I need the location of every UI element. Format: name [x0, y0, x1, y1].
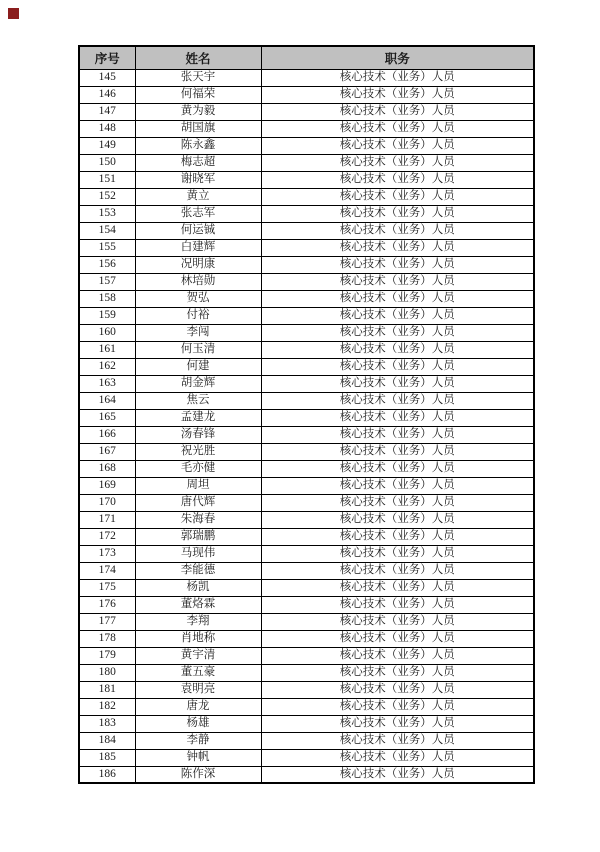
table-row — [79, 103, 534, 120]
row-name-cell: 李翔 — [135, 613, 261, 630]
row-no-cell: 152 — [79, 188, 135, 205]
row-no-cell: 156 — [79, 256, 135, 273]
row-no-cell: 150 — [79, 154, 135, 171]
row-name-cell: 唐代辉 — [135, 494, 261, 511]
row-title-cell: 核心技术（业务）人员 — [261, 324, 534, 341]
table-row — [79, 647, 534, 664]
row-no-cell: 155 — [79, 239, 135, 256]
table-row — [79, 341, 534, 358]
row-name-cell: 林培勋 — [135, 273, 261, 290]
table-row — [79, 426, 534, 443]
row-name-cell: 杨凯 — [135, 579, 261, 596]
row-no-cell: 186 — [79, 766, 135, 783]
table-row — [79, 358, 534, 375]
row-name-cell: 肖地称 — [135, 630, 261, 647]
row-name-cell: 孟建龙 — [135, 409, 261, 426]
table-row — [79, 409, 534, 426]
row-no-cell: 146 — [79, 86, 135, 103]
table-row — [79, 528, 534, 545]
row-name-cell: 张志军 — [135, 205, 261, 222]
column-header-title: 职务 — [261, 46, 534, 69]
row-no-cell: 185 — [79, 749, 135, 766]
row-title-cell: 核心技术（业务）人员 — [261, 103, 534, 120]
personnel-table — [78, 45, 535, 784]
table-row — [79, 86, 534, 103]
row-name-cell: 毛亦健 — [135, 460, 261, 477]
row-no-cell: 164 — [79, 392, 135, 409]
row-name-cell: 袁明亮 — [135, 681, 261, 698]
row-name-cell: 陈作深 — [135, 766, 261, 783]
row-name-cell: 李静 — [135, 732, 261, 749]
row-title-cell: 核心技术（业务）人员 — [261, 120, 534, 137]
row-title-cell: 核心技术（业务）人员 — [261, 511, 534, 528]
row-no-cell: 180 — [79, 664, 135, 681]
row-no-cell: 162 — [79, 358, 135, 375]
table-row — [79, 749, 534, 766]
row-name-cell: 黄为毅 — [135, 103, 261, 120]
table-row — [79, 494, 534, 511]
row-name-cell: 唐龙 — [135, 698, 261, 715]
row-title-cell: 核心技术（业务）人员 — [261, 681, 534, 698]
row-title-cell: 核心技术（业务）人员 — [261, 222, 534, 239]
row-no-cell: 159 — [79, 307, 135, 324]
row-no-cell: 168 — [79, 460, 135, 477]
table-row — [79, 562, 534, 579]
row-name-cell: 陈永鑫 — [135, 137, 261, 154]
row-name-cell: 何运铖 — [135, 222, 261, 239]
table-row — [79, 120, 534, 137]
row-title-cell: 核心技术（业务）人员 — [261, 460, 534, 477]
row-title-cell: 核心技术（业务）人员 — [261, 562, 534, 579]
row-title-cell: 核心技术（业务）人员 — [261, 171, 534, 188]
row-title-cell: 核心技术（业务）人员 — [261, 579, 534, 596]
row-title-cell: 核心技术（业务）人员 — [261, 664, 534, 681]
row-title-cell: 核心技术（业务）人员 — [261, 766, 534, 783]
table-row — [79, 579, 534, 596]
row-no-cell: 165 — [79, 409, 135, 426]
row-no-cell: 171 — [79, 511, 135, 528]
table-row — [79, 137, 534, 154]
row-name-cell: 钟帆 — [135, 749, 261, 766]
row-name-cell: 李能德 — [135, 562, 261, 579]
table-row — [79, 239, 534, 256]
row-no-cell: 173 — [79, 545, 135, 562]
row-no-cell: 170 — [79, 494, 135, 511]
row-name-cell: 董五豪 — [135, 664, 261, 681]
row-no-cell: 161 — [79, 341, 135, 358]
row-title-cell: 核心技术（业务）人员 — [261, 239, 534, 256]
row-title-cell: 核心技术（业务）人员 — [261, 69, 534, 86]
row-title-cell: 核心技术（业务）人员 — [261, 256, 534, 273]
table-row — [79, 375, 534, 392]
row-title-cell: 核心技术（业务）人员 — [261, 188, 534, 205]
row-name-cell: 张天宇 — [135, 69, 261, 86]
row-name-cell: 马现伟 — [135, 545, 261, 562]
row-title-cell: 核心技术（业务）人员 — [261, 647, 534, 664]
table-row — [79, 477, 534, 494]
row-name-cell: 胡国旗 — [135, 120, 261, 137]
row-name-cell: 周坦 — [135, 477, 261, 494]
row-title-cell: 核心技术（业务）人员 — [261, 613, 534, 630]
row-title-cell: 核心技术（业务）人员 — [261, 494, 534, 511]
table-body — [79, 69, 534, 783]
row-title-cell: 核心技术（业务）人员 — [261, 698, 534, 715]
table-row — [79, 188, 534, 205]
row-no-cell: 169 — [79, 477, 135, 494]
row-name-cell: 黄立 — [135, 188, 261, 205]
row-name-cell: 焦云 — [135, 392, 261, 409]
row-name-cell: 郭瑞鹏 — [135, 528, 261, 545]
row-no-cell: 174 — [79, 562, 135, 579]
row-no-cell: 148 — [79, 120, 135, 137]
table-row — [79, 715, 534, 732]
table-row — [79, 664, 534, 681]
row-name-cell: 胡金辉 — [135, 375, 261, 392]
row-name-cell: 梅志超 — [135, 154, 261, 171]
row-no-cell: 176 — [79, 596, 135, 613]
table-row — [79, 443, 534, 460]
table-row — [79, 256, 534, 273]
row-no-cell: 182 — [79, 698, 135, 715]
row-title-cell: 核心技术（业务）人员 — [261, 205, 534, 222]
table-row — [79, 732, 534, 749]
row-name-cell: 何福荣 — [135, 86, 261, 103]
row-name-cell: 李闯 — [135, 324, 261, 341]
row-no-cell: 149 — [79, 137, 135, 154]
row-title-cell: 核心技术（业务）人员 — [261, 341, 534, 358]
table-row — [79, 205, 534, 222]
row-name-cell: 贺弘 — [135, 290, 261, 307]
row-no-cell: 167 — [79, 443, 135, 460]
row-title-cell: 核心技术（业务）人员 — [261, 477, 534, 494]
row-title-cell: 核心技术（业务）人员 — [261, 715, 534, 732]
row-title-cell: 核心技术（业务）人员 — [261, 392, 534, 409]
row-no-cell: 172 — [79, 528, 135, 545]
row-no-cell: 181 — [79, 681, 135, 698]
row-name-cell: 董烙霖 — [135, 596, 261, 613]
table-row — [79, 698, 534, 715]
row-name-cell: 何建 — [135, 358, 261, 375]
row-name-cell: 杨雄 — [135, 715, 261, 732]
column-header-name: 姓名 — [135, 46, 261, 69]
row-title-cell: 核心技术（业务）人员 — [261, 596, 534, 613]
row-no-cell: 153 — [79, 205, 135, 222]
row-title-cell: 核心技术（业务）人员 — [261, 528, 534, 545]
table-row — [79, 766, 534, 783]
column-header-no: 序号 — [79, 46, 135, 69]
row-no-cell: 166 — [79, 426, 135, 443]
row-name-cell: 何玉清 — [135, 341, 261, 358]
row-no-cell: 178 — [79, 630, 135, 647]
table-row — [79, 392, 534, 409]
table-row — [79, 307, 534, 324]
row-no-cell: 147 — [79, 103, 135, 120]
row-name-cell: 付裕 — [135, 307, 261, 324]
row-title-cell: 核心技术（业务）人员 — [261, 273, 534, 290]
row-title-cell: 核心技术（业务）人员 — [261, 409, 534, 426]
row-no-cell: 184 — [79, 732, 135, 749]
row-name-cell: 白建辉 — [135, 239, 261, 256]
row-title-cell: 核心技术（业务）人员 — [261, 732, 534, 749]
row-title-cell: 核心技术（业务）人员 — [261, 154, 534, 171]
row-no-cell: 160 — [79, 324, 135, 341]
row-title-cell: 核心技术（业务）人员 — [261, 86, 534, 103]
row-title-cell: 核心技术（业务）人员 — [261, 375, 534, 392]
row-no-cell: 175 — [79, 579, 135, 596]
row-no-cell: 157 — [79, 273, 135, 290]
table-row — [79, 545, 534, 562]
row-name-cell: 汤春锋 — [135, 426, 261, 443]
row-no-cell: 179 — [79, 647, 135, 664]
table-row — [79, 681, 534, 698]
table-row — [79, 171, 534, 188]
row-title-cell: 核心技术（业务）人员 — [261, 545, 534, 562]
row-no-cell: 163 — [79, 375, 135, 392]
row-name-cell: 黄宇清 — [135, 647, 261, 664]
row-no-cell: 183 — [79, 715, 135, 732]
row-no-cell: 154 — [79, 222, 135, 239]
corner-mark — [8, 8, 19, 19]
table-row — [79, 273, 534, 290]
row-title-cell: 核心技术（业务）人员 — [261, 358, 534, 375]
row-name-cell: 谢晓军 — [135, 171, 261, 188]
row-title-cell: 核心技术（业务）人员 — [261, 630, 534, 647]
row-name-cell: 朱海春 — [135, 511, 261, 528]
row-no-cell: 177 — [79, 613, 135, 630]
row-title-cell: 核心技术（业务）人员 — [261, 426, 534, 443]
row-title-cell: 核心技术（业务）人员 — [261, 307, 534, 324]
row-title-cell: 核心技术（业务）人员 — [261, 443, 534, 460]
row-title-cell: 核心技术（业务）人员 — [261, 290, 534, 307]
table-row — [79, 596, 534, 613]
table-row — [79, 290, 534, 307]
row-title-cell: 核心技术（业务）人员 — [261, 137, 534, 154]
table-row — [79, 511, 534, 528]
table-row — [79, 69, 534, 86]
row-no-cell: 151 — [79, 171, 135, 188]
table-row — [79, 460, 534, 477]
table-header-row — [79, 46, 534, 69]
table-row — [79, 324, 534, 341]
row-no-cell: 145 — [79, 69, 135, 86]
row-no-cell: 158 — [79, 290, 135, 307]
row-name-cell: 祝光胜 — [135, 443, 261, 460]
row-title-cell: 核心技术（业务）人员 — [261, 749, 534, 766]
table-row — [79, 154, 534, 171]
table-row — [79, 630, 534, 647]
row-name-cell: 况明康 — [135, 256, 261, 273]
table-row — [79, 613, 534, 630]
table-row — [79, 222, 534, 239]
